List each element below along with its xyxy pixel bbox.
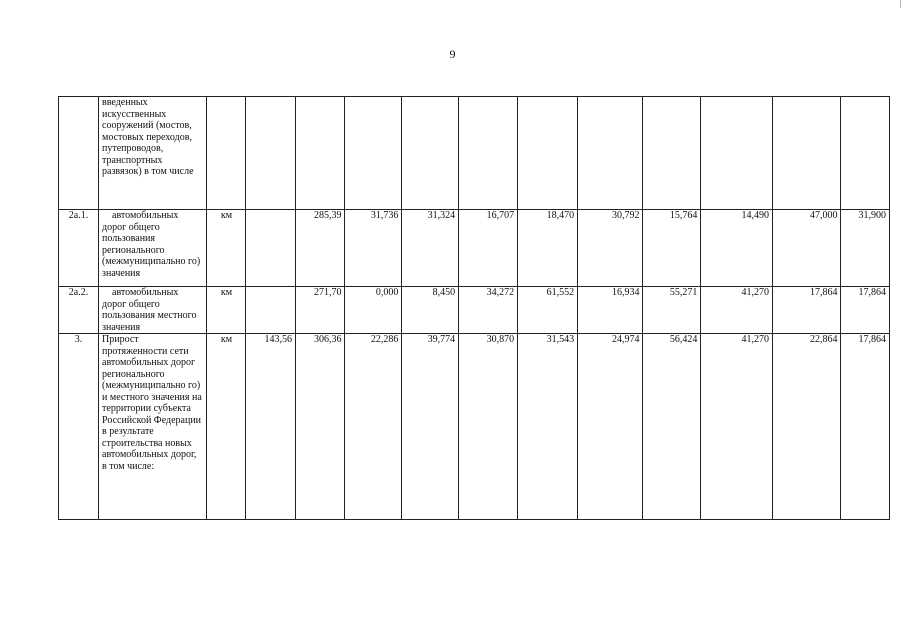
- value-cell: 22,286: [345, 334, 402, 520]
- value-cell: [459, 97, 518, 210]
- value-cell: 24,974: [578, 334, 643, 520]
- value-cell: [643, 97, 701, 210]
- row-unit: км: [207, 287, 246, 334]
- row-number: 2а.1.: [59, 210, 99, 287]
- value-cell: 41,270: [701, 334, 773, 520]
- value-cell: 17,864: [841, 334, 890, 520]
- row-name: автомобильных дорог общего пользования регионального (межмуниципально го) значения: [99, 210, 207, 287]
- value-cell: [246, 210, 296, 287]
- value-cell: 31,324: [402, 210, 459, 287]
- value-cell: 31,736: [345, 210, 402, 287]
- value-cell: [402, 97, 459, 210]
- table-row: [59, 97, 890, 210]
- value-cell: 16,707: [459, 210, 518, 287]
- value-cell: 0,000: [345, 287, 402, 334]
- value-cell: [518, 97, 578, 210]
- value-cell: [295, 97, 345, 210]
- value-cell: 285,39: [295, 210, 345, 287]
- value-cell: 17,864: [841, 287, 890, 334]
- value-cell: 41,270: [701, 287, 773, 334]
- value-cell: 306,36: [295, 334, 345, 520]
- value-cell: 47,000: [773, 210, 841, 287]
- table-row: [59, 287, 890, 334]
- value-cell: 271,70: [295, 287, 345, 334]
- page-number: 9: [449, 47, 456, 61]
- row-name: Прирост протяженности сети автомобильных дорог регионального (межмуниципально го) и местного значения на территории субъекта Российской Федерации в результате строительства новых автомобильных дорог, в том числе:: [99, 334, 207, 520]
- value-cell: 55,271: [643, 287, 701, 334]
- value-cell: 34,272: [459, 287, 518, 334]
- value-cell: 61,552: [518, 287, 578, 334]
- row-number: [59, 97, 99, 210]
- value-cell: [841, 97, 890, 210]
- value-cell: 30,870: [459, 334, 518, 520]
- table-row: [59, 334, 890, 520]
- value-cell: 8,450: [402, 287, 459, 334]
- row-name: введенных искусственных сооружений (мостов, мостовых переходов, путепроводов, транспортных развязок) в том числе: [99, 97, 207, 210]
- row-number: 2а.2.: [59, 287, 99, 334]
- value-cell: 22,864: [773, 334, 841, 520]
- value-cell: [345, 97, 402, 210]
- value-cell: 16,934: [578, 287, 643, 334]
- value-cell: 56,424: [643, 334, 701, 520]
- value-cell: [578, 97, 643, 210]
- value-cell: 15,764: [643, 210, 701, 287]
- row-name: автомобильных дорог общего пользования местного значения: [99, 287, 207, 334]
- data-table: [58, 96, 890, 520]
- row-unit: км: [207, 210, 246, 287]
- value-cell: 30,792: [578, 210, 643, 287]
- table-row: [59, 210, 890, 287]
- value-cell: 14,490: [701, 210, 773, 287]
- row-unit: км: [207, 334, 246, 520]
- value-cell: [246, 287, 296, 334]
- scan-mark: [900, 0, 901, 8]
- value-cell: 39,774: [402, 334, 459, 520]
- row-number: 3.: [59, 334, 99, 520]
- value-cell: 17,864: [773, 287, 841, 334]
- row-unit: [207, 97, 246, 210]
- value-cell: 18,470: [518, 210, 578, 287]
- value-cell: [773, 97, 841, 210]
- value-cell: 31,543: [518, 334, 578, 520]
- value-cell: 143,56: [246, 334, 296, 520]
- value-cell: [246, 97, 296, 210]
- value-cell: [701, 97, 773, 210]
- value-cell: 31,900: [841, 210, 890, 287]
